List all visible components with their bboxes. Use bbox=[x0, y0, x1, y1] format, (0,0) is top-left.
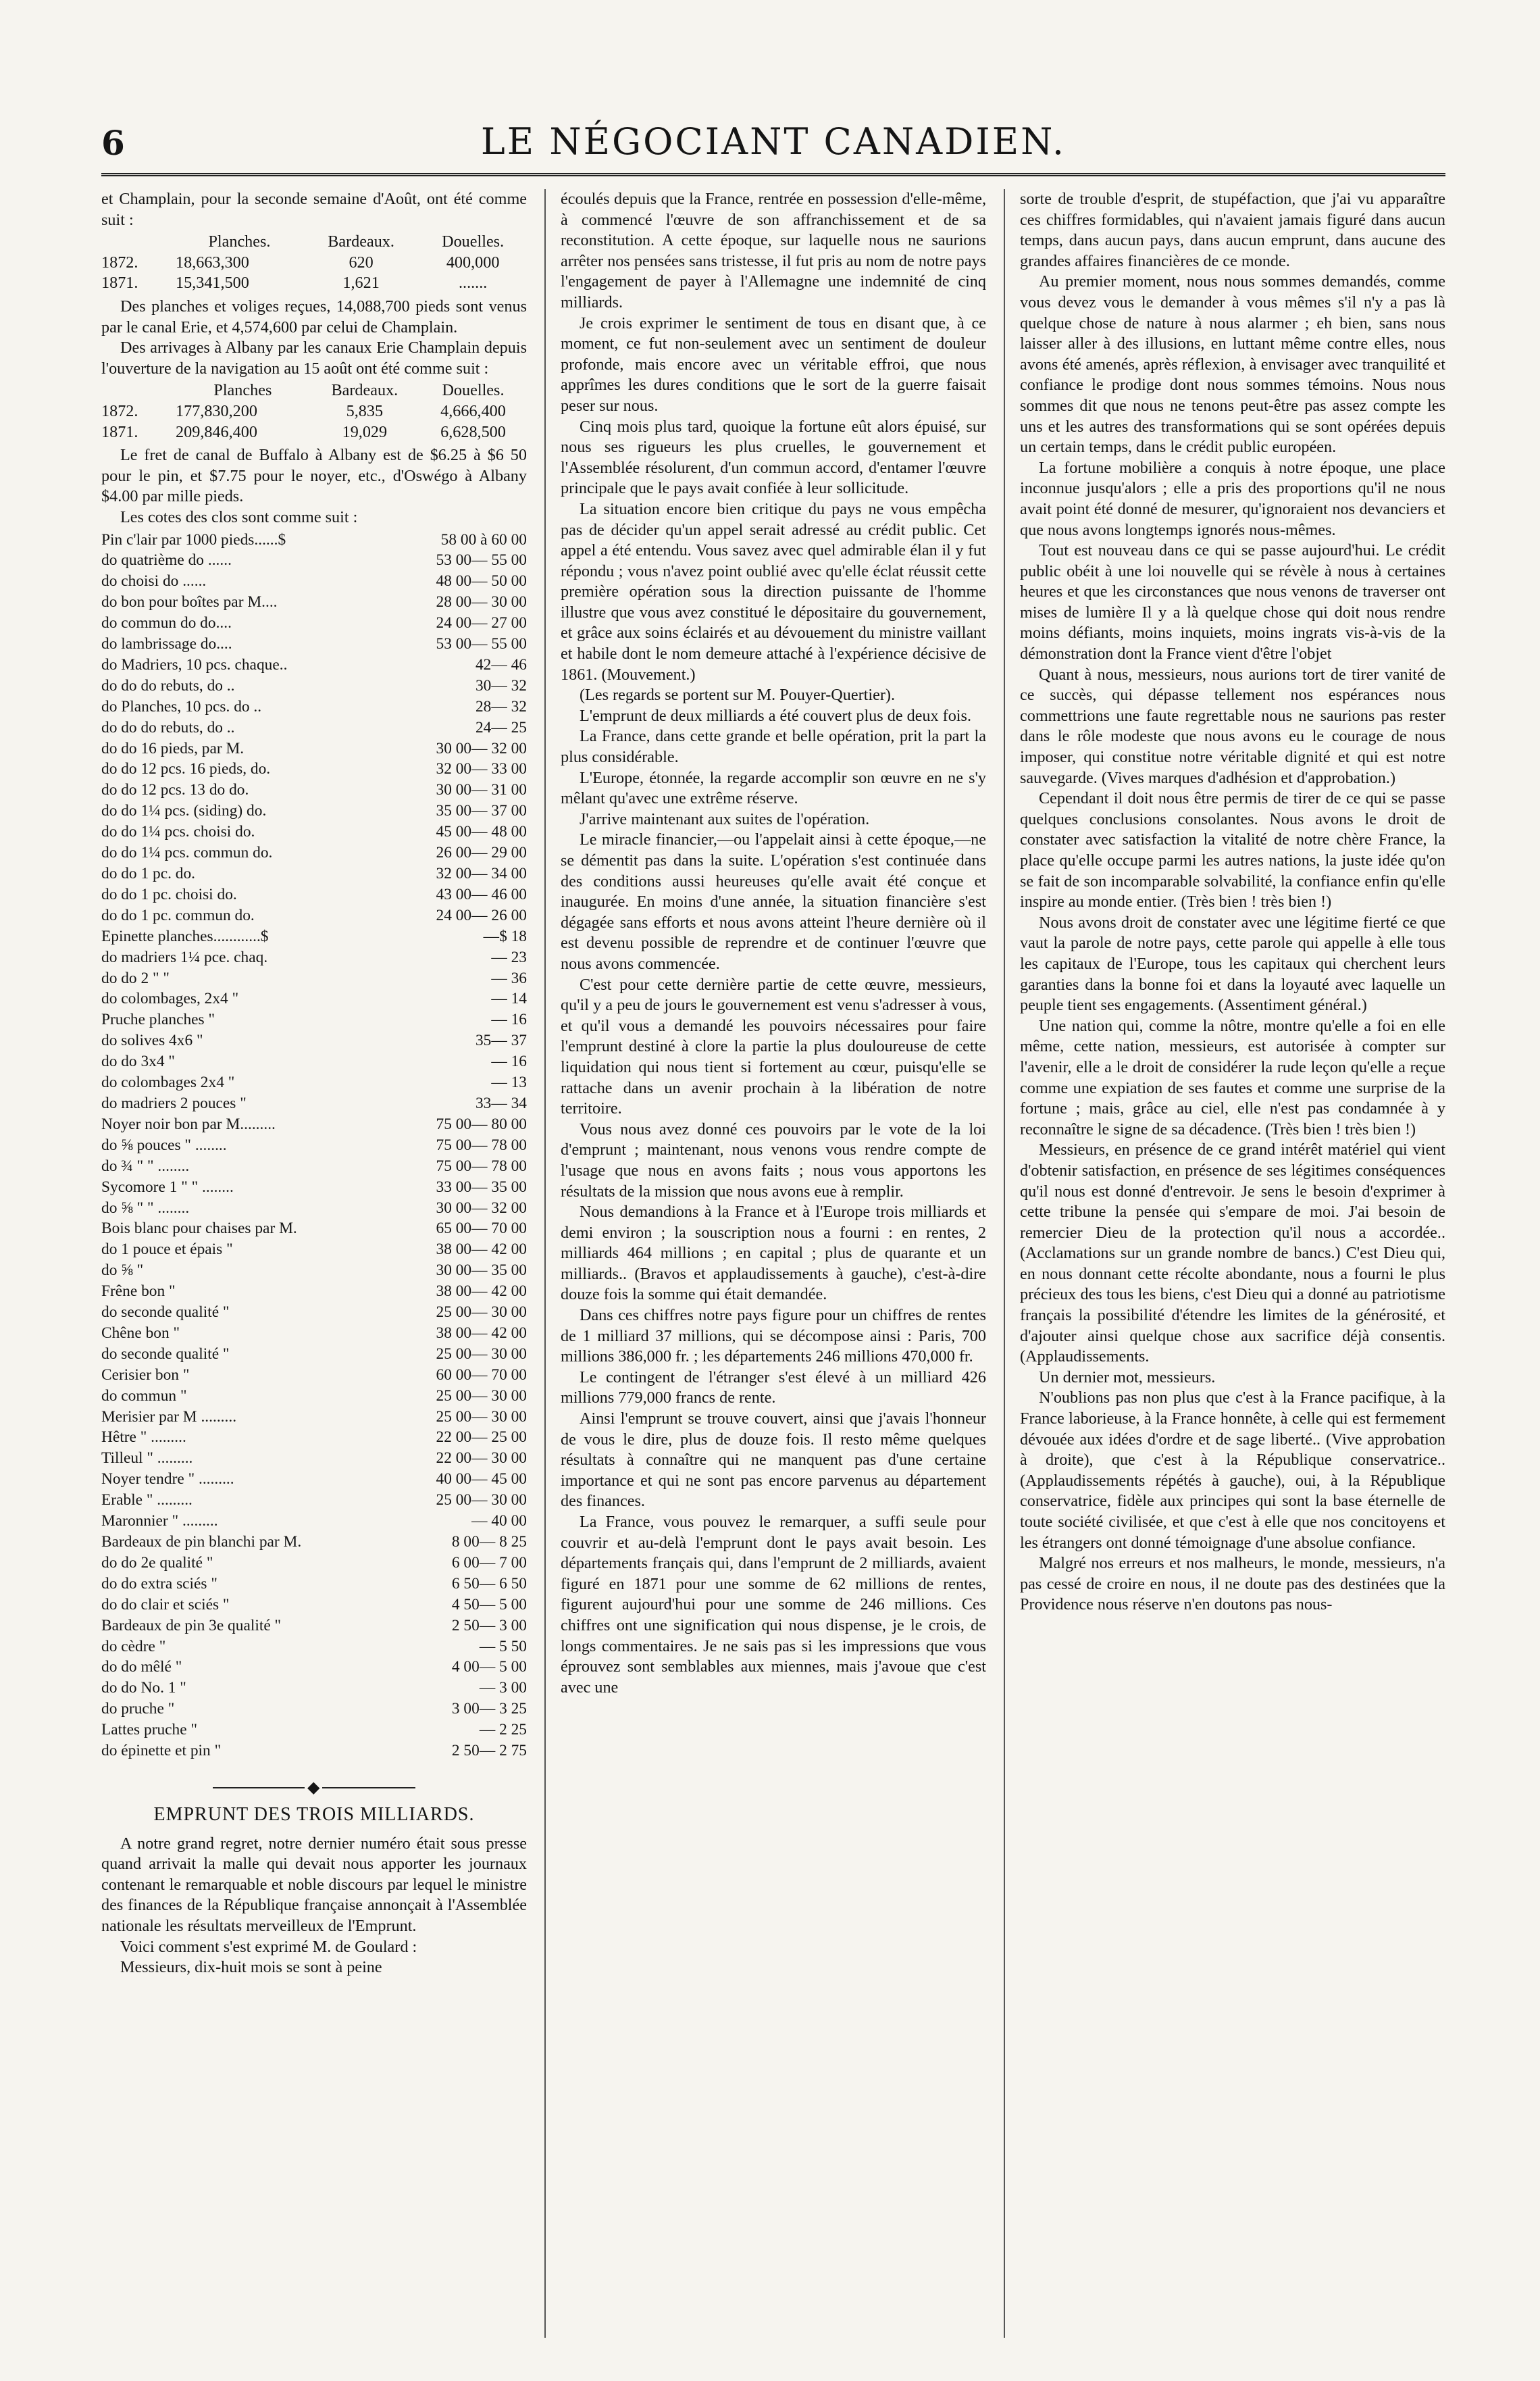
price-row bbox=[101, 1595, 527, 1615]
header-cell: Bardeaux. bbox=[331, 381, 399, 400]
value-cell: 18,663,300 bbox=[176, 253, 249, 272]
price-item: do 1 pouce et épais " bbox=[101, 1240, 233, 1259]
price-item: do seconde qualité " bbox=[101, 1345, 230, 1363]
price-row bbox=[101, 1657, 527, 1678]
paragraph: Des arrivages à Albany par les canaux Erie Champlain depuis l'ouverture de la navigation au 15 août ont été comme suit : bbox=[101, 339, 527, 378]
price-item: Bardeaux de pin 3e qualité " bbox=[101, 1616, 282, 1634]
price-row bbox=[101, 718, 527, 738]
price-row bbox=[101, 1218, 527, 1239]
value-cell: 1,621 bbox=[342, 274, 380, 293]
price-value: 25 00— 30 00 bbox=[436, 1491, 527, 1509]
price-item: do bon pour boîtes par M.... bbox=[101, 593, 278, 611]
price-value: 35— 37 bbox=[475, 1032, 527, 1050]
price-item: do do 1¼ pcs. commun do. bbox=[101, 844, 273, 862]
price-value: — 3 00 bbox=[479, 1679, 527, 1697]
price-item: do commun " bbox=[101, 1386, 187, 1405]
price-item: do madriers 1¼ pce. chaq. bbox=[101, 948, 268, 966]
price-item: do Madriers, 10 pcs. chaque.. bbox=[101, 655, 288, 674]
price-row bbox=[101, 1135, 527, 1156]
price-item: do choisi do ...... bbox=[101, 572, 207, 591]
year-cell: 1872. bbox=[101, 401, 138, 420]
price-row bbox=[101, 676, 527, 697]
price-item: do ⅝ pouces " ........ bbox=[101, 1136, 227, 1154]
price-value: 30 00— 32 00 bbox=[436, 739, 527, 757]
price-item: do colombages 2x4 " bbox=[101, 1074, 235, 1092]
lumber-price-table bbox=[101, 530, 527, 1761]
price-value: 60 00— 70 00 bbox=[436, 1365, 527, 1384]
price-row bbox=[101, 634, 527, 655]
price-row bbox=[101, 613, 527, 634]
price-row bbox=[101, 863, 527, 884]
column-rule-1 bbox=[544, 189, 546, 2338]
price-row bbox=[101, 550, 527, 571]
price-row bbox=[101, 1427, 527, 1448]
price-item: do pruche " bbox=[101, 1700, 175, 1718]
paragraph: L'emprunt de deux milliards a été couvert plus de deux fois. bbox=[580, 706, 971, 725]
price-value: 25 00— 30 00 bbox=[436, 1407, 527, 1426]
price-item: do ¾ " " ........ bbox=[101, 1157, 190, 1175]
price-value: 22 00— 25 00 bbox=[436, 1428, 527, 1447]
price-value: 45 00— 48 00 bbox=[436, 823, 527, 841]
price-item: Bois blanc pour chaises par M. bbox=[101, 1220, 297, 1238]
price-value: 2 50— 3 00 bbox=[451, 1616, 527, 1634]
year-cell: 1872. bbox=[101, 253, 138, 272]
newspaper-page bbox=[101, 115, 1445, 2345]
price-value: 30— 32 bbox=[475, 676, 527, 695]
value-cell: ....... bbox=[458, 274, 488, 293]
paragraph: Le fret de canal de Buffalo à Albany est de $6.25 à $6 50 pour le pin, et $7.75 pour le noyer, etc., d'Oswégo à Albany $4.00 par mille pieds. bbox=[101, 446, 527, 506]
price-value: 33— 34 bbox=[475, 1094, 527, 1112]
price-item: do do 2e qualité " bbox=[101, 1553, 213, 1572]
table-header bbox=[101, 232, 527, 253]
paragraph: Le contingent de l'étranger s'est élevé à un milliard 426 millions 779,000 francs de rente. bbox=[561, 1368, 986, 1407]
price-item: do épinette et pin " bbox=[101, 1742, 222, 1760]
price-value: 32 00— 33 00 bbox=[436, 760, 527, 778]
price-item: Merisier par M ......... bbox=[101, 1407, 237, 1426]
price-row bbox=[101, 1636, 527, 1657]
paragraph: Messieurs, dix-huit mois se sont à peine bbox=[120, 1958, 382, 1977]
shipments-table-1 bbox=[101, 232, 527, 294]
paragraph: Je crois exprimer le sentiment de tous en disant que, à ce moment, ce fut non-seulement avec un sentiment de douleur profonde, mais encore avec un véritable effroi, que nous apprîmes les dures conditions que le sort de la guerre faisait peser sur nous. bbox=[561, 314, 986, 415]
price-row bbox=[101, 1177, 527, 1198]
value-cell: 209,846,400 bbox=[176, 422, 257, 441]
price-item: Epinette planches............$ bbox=[101, 927, 269, 945]
price-value: 42— 46 bbox=[475, 655, 527, 674]
price-value: 65 00— 70 00 bbox=[436, 1220, 527, 1238]
header-cell bbox=[101, 380, 176, 401]
price-value: —$ 18 bbox=[483, 927, 527, 945]
paragraph: Quant à nous, messieurs, nous aurions tort de tirer vanité de ce succès, qui dépasse tellement nos espérances nous commettrions une faute regrettable nous ne saurions pas rester dans le rôle modeste que nous avons eu le courage de nous imposer, qui constitue notre véritable dignité et qui est notre sauvegarde. (Vives marques d'adhésion et d'approbation.) bbox=[1020, 665, 1445, 787]
paragraph: La fortune mobilière a conquis à notre époque, une place inconnue jusqu'alors ; elle a pris des proportions qu'il ne nous avait point été donné de mesurer, qu'ignoraient nos devanciers et que nous avons longtemps ignorés nous-mêmes. bbox=[1020, 458, 1445, 539]
table-row bbox=[101, 253, 527, 274]
price-row bbox=[101, 1260, 527, 1281]
price-value: 2 50— 2 75 bbox=[451, 1742, 527, 1760]
price-item: Erable " ......... bbox=[101, 1491, 192, 1509]
price-row bbox=[101, 988, 527, 1009]
price-value: 40 00— 45 00 bbox=[436, 1470, 527, 1488]
price-row bbox=[101, 884, 527, 905]
price-row bbox=[101, 697, 527, 718]
masthead-rule bbox=[101, 173, 1445, 176]
price-item: Pin c'lair par 1000 pieds......$ bbox=[101, 530, 286, 549]
price-row bbox=[101, 801, 527, 822]
value-cell: 620 bbox=[349, 253, 374, 272]
price-item: do do 1¼ pcs. (siding) do. bbox=[101, 802, 267, 820]
price-value: — 16 bbox=[491, 1053, 527, 1071]
price-value: — 5 50 bbox=[479, 1637, 527, 1655]
price-value: 75 00— 80 00 bbox=[436, 1115, 527, 1133]
price-value: 33 00— 35 00 bbox=[436, 1178, 527, 1196]
price-value: 58 00 à 60 00 bbox=[440, 530, 527, 549]
price-row bbox=[101, 1093, 527, 1114]
price-value: 38 00— 42 00 bbox=[436, 1240, 527, 1259]
price-item: do do No. 1 " bbox=[101, 1679, 186, 1697]
price-value: 6 00— 7 00 bbox=[451, 1553, 527, 1572]
price-value: 53 00— 55 00 bbox=[436, 551, 527, 570]
price-row bbox=[101, 947, 527, 968]
price-value: 4 50— 5 00 bbox=[451, 1595, 527, 1613]
price-item: Pruche planches " bbox=[101, 1011, 215, 1029]
paragraph: La France, dans cette grande et belle opération, prit la part la plus considérable. bbox=[561, 727, 986, 767]
paragraph: J'arrive maintenant aux suites de l'opération. bbox=[580, 809, 870, 828]
header-cell: Planches bbox=[213, 381, 272, 400]
paragraph: Un dernier mot, messieurs. bbox=[1039, 1368, 1216, 1386]
paragraph: Une nation qui, comme la nôtre, montre qu'elle a foi en elle même, cette nation, messieurs, est autorisée à compter sur l'avenir, elle a le droit de considérer la rude leçon qu'elle a reçue comme une expiation de ses fautes et comme une surprise de la fortune ; mais, grâce au ciel, elle n'est pas condamnée à y reconnaître le signe de sa décadence. (Très bien ! très bien !) bbox=[1020, 1016, 1445, 1138]
header-cell: Bardeaux. bbox=[328, 232, 394, 251]
price-row bbox=[101, 968, 527, 989]
price-item: do do do rebuts, do .. bbox=[101, 676, 235, 695]
table-header bbox=[101, 380, 527, 401]
price-item: Sycomore 1 " " ........ bbox=[101, 1178, 234, 1196]
paragraph: Les cotes des clos sont comme suit : bbox=[120, 507, 358, 526]
price-row bbox=[101, 926, 527, 947]
price-value: 28— 32 bbox=[475, 697, 527, 716]
price-value: 24— 25 bbox=[475, 718, 527, 736]
value-cell: 15,341,500 bbox=[176, 274, 249, 293]
price-row bbox=[101, 655, 527, 676]
paragraph: L'Europe, étonnée, la regarde accomplir son œuvre en ne s'y mêlant qu'avec une extrême réserve. bbox=[561, 768, 986, 808]
price-value: 75 00— 78 00 bbox=[436, 1136, 527, 1154]
column-1 bbox=[101, 189, 527, 1978]
header-cell: Planches. bbox=[208, 232, 271, 251]
price-item: do colombages, 2x4 " bbox=[101, 990, 239, 1008]
paragraph: (Les regards se portent sur M. Pouyer-Quertier). bbox=[580, 686, 895, 705]
header-cell: Douelles. bbox=[442, 232, 505, 251]
price-item: do do 3x4 " bbox=[101, 1053, 175, 1071]
price-row bbox=[101, 1344, 527, 1365]
table-row bbox=[101, 273, 527, 294]
price-value: — 36 bbox=[491, 969, 527, 987]
article-title: EMPRUNT DES TROIS MILLIARDS. bbox=[153, 1803, 475, 1825]
paragraph: Ainsi l'emprunt se trouve couvert, ainsi que j'avais l'honneur de vous le dire, plus de douze fois. Il resto même quelques résultats à connaître qui ne manquent pas d'une certaine importance et qui ne sont pas encore parvenus au département des finances. bbox=[561, 1409, 986, 1511]
price-row bbox=[101, 1740, 527, 1761]
price-item: do do 2 " " bbox=[101, 969, 170, 987]
price-row bbox=[101, 1490, 527, 1511]
price-item: Frêne bon " bbox=[101, 1282, 176, 1301]
paragraph: sorte de trouble d'esprit, de stupéfaction, que j'ai vu apparaître ces chiffres formidables, qui n'avaient jamais figuré dans aucun temps, dans aucun pays, dans aucun emprunt, dans aucune des grandes affaires financières de ce monde. bbox=[1020, 190, 1445, 270]
price-value: 35 00— 37 00 bbox=[436, 802, 527, 820]
price-row bbox=[101, 905, 527, 926]
price-value: — 23 bbox=[491, 948, 527, 966]
price-row bbox=[101, 1553, 527, 1574]
price-item: do Planches, 10 pcs. do .. bbox=[101, 697, 262, 716]
paragraph: Voici comment s'est exprimé M. de Goulard : bbox=[120, 1937, 417, 1956]
price-item: do madriers 2 pouces " bbox=[101, 1094, 247, 1112]
price-value: 75 00— 78 00 bbox=[436, 1157, 527, 1175]
price-row bbox=[101, 1198, 527, 1219]
price-item: do cèdre " bbox=[101, 1637, 166, 1655]
price-row bbox=[101, 822, 527, 843]
price-item: Tilleul " ......... bbox=[101, 1449, 193, 1468]
price-row bbox=[101, 1469, 527, 1490]
paragraph: Des planches et voliges reçues, 14,088,700 pieds sont venus par le canal Erie, et 4,574,600 par celui de Champlain. bbox=[101, 297, 527, 336]
masthead bbox=[101, 115, 1445, 169]
paragraph: Tout est nouveau dans ce qui se passe aujourd'hui. Le crédit public obéit à une loi nouvelle qui se révèle à nous à certaines heures et que les circonstances que nous venons de traverser ont mises de lumière Il y a là quelque chose qui doit nous rendre moins défiants, moins inquiets, moins ingrats vis-à-vis de la démonstration dont la France vient d'être l'objet bbox=[1020, 541, 1445, 663]
price-item: do do 1 pc. choisi do. bbox=[101, 885, 237, 903]
price-value: 25 00— 30 00 bbox=[436, 1345, 527, 1363]
price-row bbox=[101, 1302, 527, 1323]
paragraph: Au premier moment, nous nous sommes demandés, comme vous devez vous le demander à vous mêmes s'il n'y a pas là quelque chose de nature à nous alarmer ; eh bien, sans nous laisser aller à des illusions, en luttant même contre elles, nous avons été amenés, après réflexion, à envisager avec tranquilité et confiance le prodige dont nous sommes témoins. Nous nous sommes dit que nous ne tenons peut-être pas assez compte les uns et les autres des transformations qui se sont opérées depuis un certain temps, dans le crédit public européen. bbox=[1020, 272, 1445, 457]
section-divider bbox=[213, 1782, 415, 1794]
price-row bbox=[101, 1386, 527, 1407]
price-row bbox=[101, 1615, 527, 1636]
paragraph: Le miracle financier,—ou l'appelait ainsi à cette époque,—ne se démentit pas dans la suite. L'opération s'est continuée dans des conditions aussi heureuses qu'elle avait été conçue et inaugurée. En moins d'une année, la situation financière s'est dégagée sans efforts et nous avons atteint l'heure dernière où il est devenu possible de reprendre et de continuer l'œuvre que nous avons commencée. bbox=[561, 830, 986, 973]
price-item: do do 1 pc. commun do. bbox=[101, 906, 255, 924]
price-row bbox=[101, 1407, 527, 1428]
price-value: 30 00— 32 00 bbox=[436, 1199, 527, 1217]
header-cell bbox=[101, 232, 176, 253]
price-item: do quatrième do ...... bbox=[101, 551, 232, 570]
price-row bbox=[101, 1365, 527, 1386]
price-row bbox=[101, 1323, 527, 1344]
price-item: do do mêlé " bbox=[101, 1658, 182, 1676]
price-row bbox=[101, 1281, 527, 1302]
paragraph: Cependant il doit nous être permis de tirer de ce qui se passe quelques conclusions consolantes. Nous avons le droit de constater avec satisfaction la vitalité de notre chère France, la place qu'elle occupe parmi les autres nations, la juste idée qu'on se fait de son incomparable solvabilité, la confiance enfin qu'elle inspire au monde entier. (Très bien ! très bien !) bbox=[1020, 789, 1445, 911]
paragraph: Vous nous avez donné ces pouvoirs par le vote de la loi d'emprunt ; maintenant, nous venons vous rendre compte de l'usage que nous en avons faits ; nous vous apportons les résultats de la mission que nous avons eue à remplir. bbox=[561, 1120, 986, 1201]
price-row bbox=[101, 1030, 527, 1051]
price-value: 30 00— 35 00 bbox=[436, 1261, 527, 1280]
price-row bbox=[101, 738, 527, 759]
price-item: do do 1 pc. do. bbox=[101, 865, 196, 882]
price-row bbox=[101, 1678, 527, 1699]
price-item: do ⅝ " bbox=[101, 1261, 144, 1280]
price-row bbox=[101, 1720, 527, 1740]
value-cell: 6,628,500 bbox=[440, 422, 506, 441]
price-item: Bardeaux de pin blanchi par M. bbox=[101, 1533, 302, 1551]
shipments-table-2 bbox=[101, 380, 527, 443]
column-3 bbox=[1020, 189, 1445, 1615]
price-row bbox=[101, 1156, 527, 1177]
price-value: 30 00— 31 00 bbox=[436, 781, 527, 799]
price-item: do ⅝ " " ........ bbox=[101, 1199, 190, 1217]
price-row bbox=[101, 1699, 527, 1720]
paragraph: écoulés depuis que la France, rentrée en possession d'elle-même, à commencé l'œuvre de son affranchissement et de sa reconstitution. A cette époque, sur laquelle nous ne saurions arrêter nos pensées sans tristesse, il fut pris au nom de notre pays l'engagement de payer à l'Allemagne une indemnité de cinq milliards. bbox=[561, 190, 986, 311]
price-row bbox=[101, 1511, 527, 1532]
price-value: — 2 25 bbox=[479, 1721, 527, 1739]
year-cell: 1871. bbox=[101, 422, 138, 441]
price-value: 25 00— 30 00 bbox=[436, 1303, 527, 1322]
price-item: do seconde qualité " bbox=[101, 1303, 230, 1322]
paragraph: Messieurs, en présence de ce grand intérêt matériel qui vient d'obtenir satisfaction, en présence de ses légitimes conséquences qu'il nous est donné d'entrevoir. Je sens le besoin d'exprimer à cette tribune la pensée qui s'empare de moi. J'ai besoin de remercier Dieu de la protection qu'il nous a accordée.. (Acclamations sur un grande nombre de bancs.) C'est Dieu qui, en nous donnant cette récolte abondante, nous a fourni le plus précieux des tous les biens, c'est Dieu qui a donné au patriotisme français la possibilité d'étendre les limites de la générosité, et d'ajouter ainsi quelque chose aux sacrifice déjà consentis. (Applaudissements. bbox=[1020, 1141, 1445, 1366]
price-value: 53 00— 55 00 bbox=[436, 635, 527, 653]
price-item: do lambrissage do.... bbox=[101, 635, 232, 653]
price-value: 22 00— 30 00 bbox=[436, 1449, 527, 1468]
table-row bbox=[101, 401, 527, 422]
price-value: 28 00— 30 00 bbox=[436, 593, 527, 611]
price-row bbox=[101, 592, 527, 613]
price-row bbox=[101, 530, 527, 551]
price-value: — 16 bbox=[491, 1011, 527, 1029]
price-item: do do 16 pieds, par M. bbox=[101, 739, 245, 757]
value-cell: 400,000 bbox=[446, 253, 500, 272]
intro-paragraph: et Champlain, pour la seconde semaine d'Août, ont été comme suit : bbox=[101, 190, 527, 229]
price-value: — 13 bbox=[491, 1074, 527, 1092]
price-item: do do do rebuts, do .. bbox=[101, 718, 235, 736]
column-2 bbox=[561, 189, 986, 1698]
paragraph: La France, vous pouvez le remarquer, a suffi seule pour couvrir et au-delà l'emprunt dont le pays avait besoin. Les départements français qui, dans l'emprunt de 2 milliards, avaient figuré en 1871 pour une somme de 62 millions de rentes, figurent aujourd'hui pour une somme de 246 millions. Ces chiffres ont une signification qui nous dispense, je le crois, de longs commentaires. Je ne sais pas si les impressions que vous éprouvez sont semblables aux miennes, mais j'avoue que c'est avec une bbox=[561, 1513, 986, 1697]
price-value: 8 00— 8 25 bbox=[451, 1533, 527, 1551]
paragraph: La situation encore bien critique du pays ne vous empêcha pas de décider qu'un appel serait adressé au crédit public. Cet appel a été entendu. Vous savez avec quel admirable élan il y fut répondu ; vous n'avez point oublié avec qu'elle éclat réussit cette première opération sous la direction puissante de l'homme illustre que vous avez constitué le dépositaire du gouvernement, et grâce aux soins éclairés et au dévouement du ministre vaillant et habile dont le nom demeure attaché à l'expérience décisive de 1861. (Mouvement.) bbox=[561, 499, 986, 684]
paragraph: Dans ces chiffres notre pays figure pour un chiffres de rentes de 1 milliard 37 millions, qui se décompose ainsi : Paris, 700 millions 386,000 fr. ; les départements 246 millions 470,000 fr. bbox=[561, 1306, 986, 1366]
newspaper-title: LE NÉGOCIANT CANADIEN. bbox=[480, 120, 1067, 163]
price-row bbox=[101, 1448, 527, 1469]
paragraph: Nous avons droit de constater avec une légitime fierté ce que vaut la parole de notre pays, cette parole qui appelle à elle tous les capitaux de l'Europe, tous les capitaux qui cherchent leurs garanties dans la bonne foi et dans la loyauté avec laquelle un peuple tient ses engagements. (Assentiment général.) bbox=[1020, 913, 1445, 1015]
price-item: Cerisier bon " bbox=[101, 1365, 190, 1384]
value-cell: 177,830,200 bbox=[176, 401, 257, 420]
column-rule-2 bbox=[1004, 189, 1005, 2338]
price-value: 48 00— 50 00 bbox=[436, 572, 527, 591]
price-row bbox=[101, 1532, 527, 1553]
value-cell: 4,666,400 bbox=[440, 401, 506, 420]
price-value: 3 00— 3 25 bbox=[451, 1700, 527, 1718]
price-row bbox=[101, 1574, 527, 1595]
price-row bbox=[101, 759, 527, 780]
price-item: Noyer tendre " ......... bbox=[101, 1470, 234, 1488]
price-value: 24 00— 27 00 bbox=[436, 614, 527, 632]
price-value: — 14 bbox=[491, 990, 527, 1008]
price-value: 4 00— 5 00 bbox=[451, 1658, 527, 1676]
price-item: do solives 4x6 " bbox=[101, 1032, 203, 1050]
paragraph: A notre grand regret, notre dernier numéro était sous presse quand arrivait la malle qui devait nous apporter les journaux contenant le remarquable et noble discours par lequel le ministre des finances de la République française annonçait à l'Assemblée nationale les résultats merveilleux de l'Emprunt. bbox=[101, 1834, 527, 1935]
price-item: do do 12 pcs. 13 do do. bbox=[101, 781, 249, 799]
price-value: 6 50— 6 50 bbox=[451, 1574, 527, 1593]
paragraph: Cinq mois plus tard, quoique la fortune eût alors épuisé, sur nous ses rigueurs les plus cruelles, le gouvernement et l'Assemblée résolurent, d'un commun accord, d'entamer l'œuvre principale que le pays avait confiée à leur sollicitude. bbox=[561, 417, 986, 498]
price-item: do do 12 pcs. 16 pieds, do. bbox=[101, 760, 271, 778]
price-item: Lattes pruche " bbox=[101, 1721, 198, 1739]
paragraph: Malgré nos erreurs et nos malheurs, le monde, messieurs, n'a pas cessé de croire en nous, il ne doute pas des destinées que la Providence nous réserve n'en doutons pas nous- bbox=[1020, 1554, 1445, 1614]
price-item: Hêtre " ......... bbox=[101, 1428, 186, 1447]
value-cell: 19,029 bbox=[342, 422, 388, 441]
price-value: 38 00— 42 00 bbox=[436, 1324, 527, 1342]
price-value: 26 00— 29 00 bbox=[436, 844, 527, 862]
price-item: do do extra sciés " bbox=[101, 1574, 217, 1593]
price-row bbox=[101, 780, 527, 801]
paragraph: Nous demandions à la France et à l'Europe trois milliards et demi environ ; la souscription nous a fourni : en rentes, 2 milliards 464 millions ; en capital ; plus de quarante et un milliards.. (Bravos et applaudissements à gauche), c'est-à-dire douze fois la somme qui était demandée. bbox=[561, 1203, 986, 1304]
page-number: 6 bbox=[101, 123, 125, 163]
price-row bbox=[101, 1072, 527, 1093]
price-row bbox=[101, 843, 527, 863]
price-value: — 40 00 bbox=[471, 1512, 527, 1530]
price-item: do do clair et sciés " bbox=[101, 1595, 230, 1613]
year-cell: 1871. bbox=[101, 274, 138, 293]
price-item: do do 1¼ pcs. choisi do. bbox=[101, 823, 255, 841]
value-cell: 5,835 bbox=[346, 401, 384, 420]
price-value: 24 00— 26 00 bbox=[436, 906, 527, 924]
price-value: 25 00— 30 00 bbox=[436, 1386, 527, 1405]
price-item: do commun do do.... bbox=[101, 614, 232, 632]
paragraph: C'est pour cette dernière partie de cette œuvre, messieurs, qu'il y a peu de jours le gouvernement est venu s'adresser à vous, et qu'il vous a demandé les pouvoirs nécessaires pour faire l'emprunt destiné à clore la partie la plus douloureuse de cette liquidation qui nous tient si fortement au cœur, puisqu'elle se rattache dans un avenir prochain à la libération de notre territoire. bbox=[561, 975, 986, 1118]
price-value: 38 00— 42 00 bbox=[436, 1282, 527, 1301]
price-row bbox=[101, 1239, 527, 1260]
price-item: Noyer noir bon par M......... bbox=[101, 1115, 276, 1133]
price-row bbox=[101, 1051, 527, 1072]
table-row bbox=[101, 422, 527, 443]
price-value: 32 00— 34 00 bbox=[436, 865, 527, 882]
price-row bbox=[101, 1009, 527, 1030]
header-cell: Douelles. bbox=[442, 381, 505, 400]
price-row bbox=[101, 571, 527, 592]
paragraph: N'oublions pas non plus que c'est à la France pacifique, à la France laborieuse, à la France honnête, à celle qui est fermement dévouée aux idées d'ordre et de sage liberté.. (Vive approbation à droite), que c'est à la République conservatrice.. (Applaudissements répétés à gauche), oui, à la République conservatrice, fidèle aux principes qui sont la base éternelle de toute société civilisée, et que c'est à elle que nos concitoyens et les étrangers ont donné témoignage d'une absolue confiance. bbox=[1020, 1388, 1445, 1552]
price-item: Chêne bon " bbox=[101, 1324, 180, 1342]
price-item: Maronnier " ......... bbox=[101, 1512, 218, 1530]
price-value: 43 00— 46 00 bbox=[436, 885, 527, 903]
price-row bbox=[101, 1114, 527, 1135]
